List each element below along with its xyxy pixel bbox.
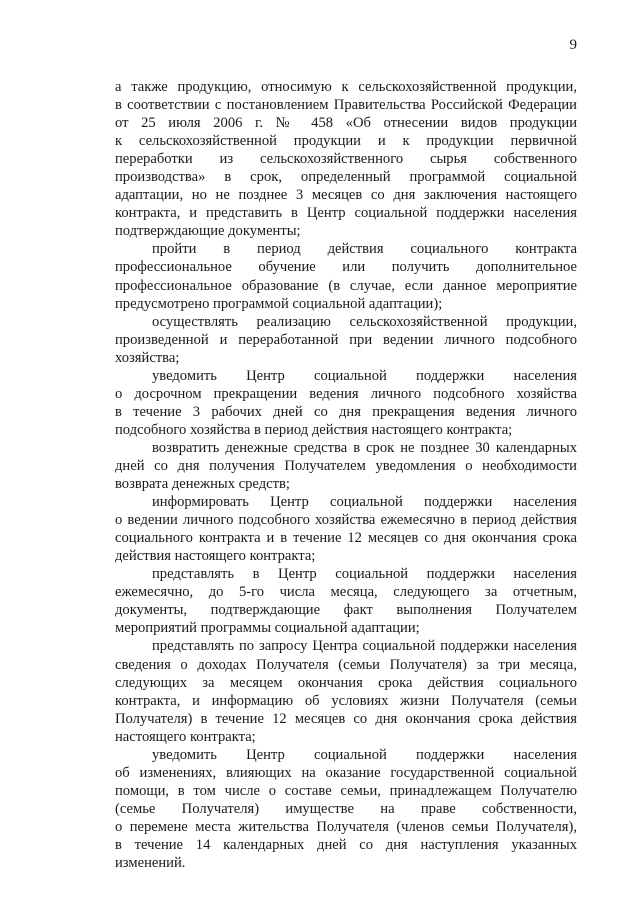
paragraph <box>115 439 577 493</box>
text-line: в соответствии с постановлением Правительства Российской Федерации <box>115 97 577 114</box>
text-line: предусмотрено программой социальной адаптации); <box>115 295 443 312</box>
text-line: дней со дня получения Получателем уведомления о необходимости <box>115 457 577 474</box>
text-line: представлять по запросу Центра социальной поддержки населения <box>152 638 577 655</box>
paragraph <box>115 746 577 872</box>
text-line: мероприятий программы социальной адаптации; <box>115 620 420 637</box>
text-line: профессиональное обучение или получить дополнительное <box>115 259 577 276</box>
text-line: уведомить Центр социальной поддержки населения <box>152 367 577 384</box>
text-line: представлять в Центр социальной поддержки населения <box>152 566 577 583</box>
text-line: контракта, и представить в Центр социальной поддержки населения <box>115 205 577 222</box>
text-line: переработки из сельскохозяйственного сырья собственного <box>115 151 577 168</box>
text-line: а также продукцию, относимую к сельскохозяйственной продукции, <box>115 79 577 95</box>
text-line: настоящего контракта; <box>115 728 256 745</box>
paragraph <box>115 78 577 240</box>
text-line: ежемесячно, до 5-го числа месяца, следующего за отчетным, <box>115 584 577 601</box>
text-line: контракта, и информацию об условиях жизни Получателя (семьи <box>115 692 577 709</box>
text-line: осуществлять реализацию сельскохозяйственной продукции, <box>152 313 577 330</box>
text-line: подтверждающие документы; <box>115 223 301 240</box>
text-line: хозяйства; <box>115 349 180 366</box>
text-line: сведения о доходах Получателя (семьи Получателя) за три месяца, <box>115 656 577 673</box>
text-line: (семье Получателя) имуществе на праве собственности, <box>115 800 577 817</box>
text-line: от 25 июля 2006 г. № 458 «Об отнесении видов продукции <box>115 115 577 132</box>
text-line: о досрочном прекращении ведения личного подсобного хозяйства <box>115 385 577 402</box>
text-line: произведенной и переработанной при ведении личного подсобного <box>115 331 577 348</box>
text-line: к сельскохозяйственной продукции и к продукции первичной <box>115 133 577 150</box>
text-line: следующих за месяцем окончания срока действия социального <box>115 674 577 691</box>
paragraph <box>115 493 577 565</box>
text-line: о перемене места жительства Получателя (членов семьи Получателя), <box>115 818 577 835</box>
text-line: помощи, в том числе о составе семьи, принадлежащем Получателю <box>115 782 577 799</box>
text-line: возвратить денежные средства в срок не позднее 30 календарных <box>152 439 577 456</box>
text-line: возврата денежных средств; <box>115 476 290 493</box>
text-line: о ведении личного подсобного хозяйства ежемесячно в период действия <box>115 512 577 529</box>
text-line: профессиональное образование (в случае, если данное мероприятие <box>115 277 577 294</box>
text-line: действия настоящего контракта; <box>115 548 316 565</box>
text-line: в течение 14 календарных дней со дня наступления указанных <box>115 836 577 853</box>
paragraph <box>115 367 577 439</box>
text-line: Получателя) в течение 12 месяцев со дня окончания срока действия <box>115 710 577 727</box>
text-line: информировать Центр социальной поддержки населения <box>152 494 577 511</box>
text-line: пройти в период действия социального контракта <box>152 241 577 258</box>
paragraph <box>115 565 577 637</box>
text-line: производства» в срок, определенный программой социальной <box>115 169 577 186</box>
document-body <box>115 78 577 872</box>
text-line: в течение 3 рабочих дней со дня прекращения ведения личного <box>115 403 577 420</box>
paragraph <box>115 240 577 312</box>
text-line: документы, подтверждающие факт выполнения Получателем <box>115 602 577 619</box>
text-line: уведомить Центр социальной поддержки населения <box>152 746 577 763</box>
text-line: изменений. <box>115 855 186 872</box>
text-line: социального контракта и в течение 12 месяцев со дня окончания срока <box>115 530 577 547</box>
paragraph <box>115 313 577 367</box>
paragraph <box>115 637 577 745</box>
text-line: подсобного хозяйства в период действия настоящего контракта; <box>115 421 513 438</box>
text-line: об изменениях, влияющих на оказание государственной социальной <box>115 764 577 781</box>
text-line: адаптации, но не позднее 3 месяцев со дня заключения настоящего <box>115 187 577 204</box>
page-number: 9 <box>569 37 577 53</box>
